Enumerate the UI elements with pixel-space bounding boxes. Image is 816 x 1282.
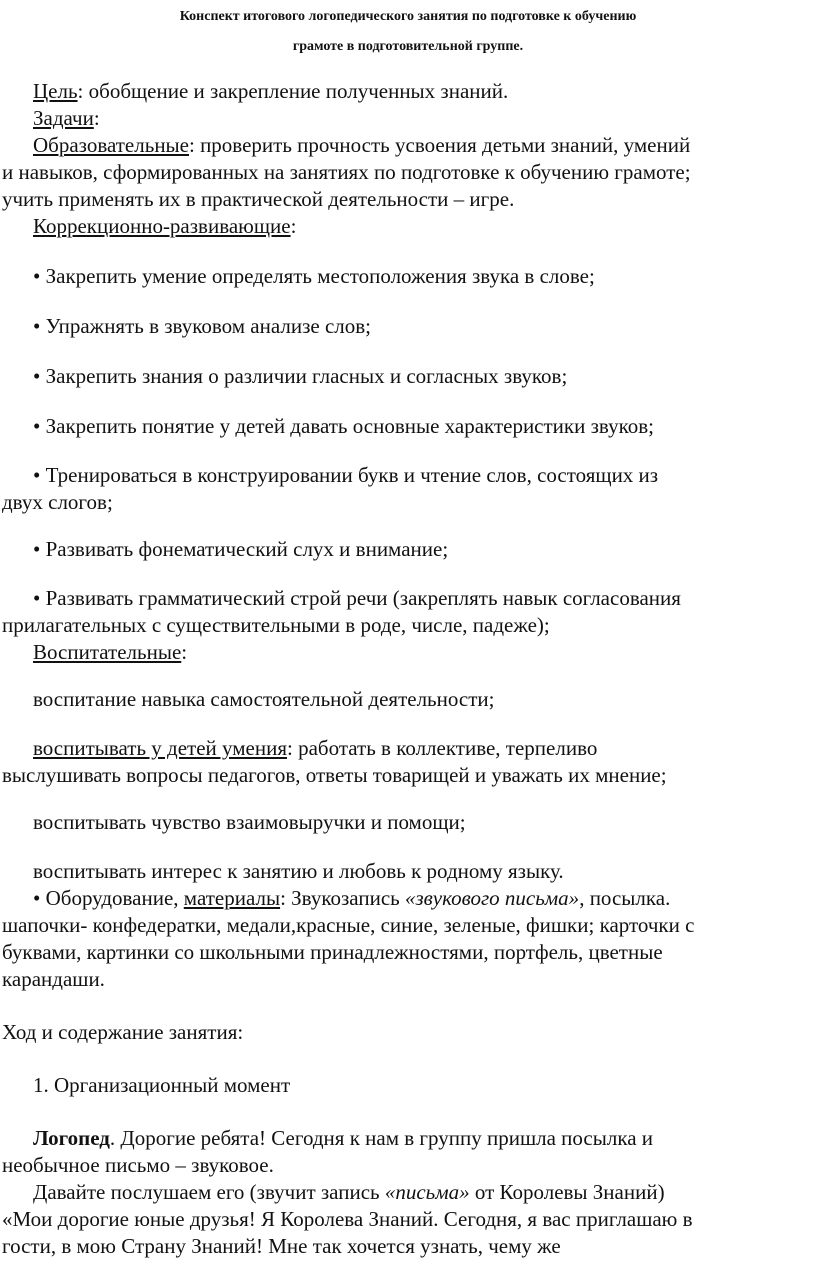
upbringing-label: Воспитательные — [33, 640, 182, 664]
upbringing-abilities-label: воспитывать у детей умения — [33, 736, 288, 760]
course-heading: Ход и содержание занятия: — [2, 1020, 244, 1044]
speech-2-italic: «письма» — [384, 1180, 470, 1204]
educational-line-3: учить применять их в практической деятельности – игре. — [2, 187, 515, 211]
upbringing-heading — [33, 639, 187, 666]
list-item: • Закрепить умение определять местоположения звука в слове; — [33, 264, 595, 288]
tasks-colon: : — [93, 106, 100, 130]
list-item-line-2: двух слогов; — [2, 490, 113, 514]
goal-text: : обобщение и закрепление полученных знаний. — [77, 79, 509, 103]
section-1-heading: 1. Организационный момент — [33, 1073, 291, 1097]
equipment-mid: : Звукозапись — [280, 886, 405, 910]
goal-paragraph — [33, 78, 508, 105]
tasks-label: Задачи — [33, 106, 94, 130]
educational-line-1 — [33, 132, 690, 159]
list-item: • Развивать фонематический слух и внимание; — [33, 537, 449, 561]
educational-text: : проверить прочность усвоения детьми знаний, умений — [188, 133, 691, 157]
goal-label: Цель — [33, 79, 78, 103]
speech-2-prefix: Давайте послушаем его (звучит запись — [33, 1180, 385, 1204]
equipment-line-1 — [33, 885, 670, 912]
upbringing-help: воспитывать чувство взаимовыручки и помощи; — [33, 810, 466, 834]
speech-1-line-2: необычное письмо – звуковое. — [2, 1153, 274, 1177]
equipment-line-3: буквами, картинки со школьными принадлежностями, портфель, цветные — [2, 940, 663, 964]
speech-1-line-1 — [33, 1125, 653, 1152]
document-title-line-1: Конспект итогового логопедического занятия по подготовке к обучению — [179, 9, 637, 24]
speaker-name: Логопед — [33, 1126, 110, 1150]
equipment-prefix: • Оборудование, — [33, 886, 184, 910]
list-item: • Упражнять в звуковом анализе слов; — [33, 314, 371, 338]
correctional-colon: : — [290, 214, 297, 238]
upbringing-abilities-line-2: выслушивать вопросы педагогов, ответы товарищей и уважать их мнение; — [2, 763, 667, 787]
upbringing-colon: : — [181, 640, 188, 664]
educational-label: Образовательные — [33, 133, 189, 157]
speech-1-text: . Дорогие ребята! Сегодня к нам в группу пришла посылка и — [109, 1126, 654, 1150]
list-item-line-2: прилагательных с существительными в роде, числе, падеже); — [2, 613, 550, 637]
equipment-label: материалы — [183, 886, 281, 910]
upbringing-skill: воспитание навыка самостоятельной деятельности; — [33, 687, 495, 711]
equipment-italic: «звукового письма» — [404, 886, 580, 910]
equipment-suffix: , посылка. — [579, 886, 671, 910]
equipment-line-4: карандаши. — [2, 967, 105, 991]
list-item-line-1: • Тренироваться в конструировании букв и чтение слов, состоящих из — [33, 463, 659, 487]
equipment-line-2: шапочки- конфедератки, медали,красные, синие, зеленые, фишки; карточки с — [2, 913, 695, 937]
speech-2-suffix: от Королевы Знаний) — [469, 1180, 665, 1204]
list-item: • Закрепить понятие у детей давать основные характеристики звуков; — [33, 414, 654, 438]
tasks-heading — [33, 105, 100, 132]
educational-line-2: и навыков, сформированных на занятиях по подготовке к обучению грамоте; — [2, 160, 691, 184]
correctional-label: Коррекционно-развивающие — [33, 214, 291, 238]
speech-2-line-2: «Мои дорогие юные друзья! Я Королева Знаний. Сегодня, я вас приглашаю в — [2, 1207, 693, 1231]
upbringing-interest: воспитывать интерес к занятию и любовь к родному языку. — [33, 859, 564, 883]
list-item-line-1: • Развивать грамматический строй речи (закреплять навык согласования — [33, 586, 681, 610]
speech-2-line-3: гости, в мою Страну Знаний! Мне так хочется узнать, чему же — [2, 1234, 561, 1258]
list-item: • Закрепить знания о различии гласных и согласных звуков; — [33, 364, 568, 388]
upbringing-abilities-line-1 — [33, 735, 597, 762]
upbringing-abilities-text: : работать в коллективе, терпеливо — [287, 736, 598, 760]
document-title-line-2: грамоте в подготовительной группе. — [292, 39, 524, 54]
correctional-heading — [33, 213, 296, 240]
speech-2-line-1 — [33, 1179, 665, 1206]
